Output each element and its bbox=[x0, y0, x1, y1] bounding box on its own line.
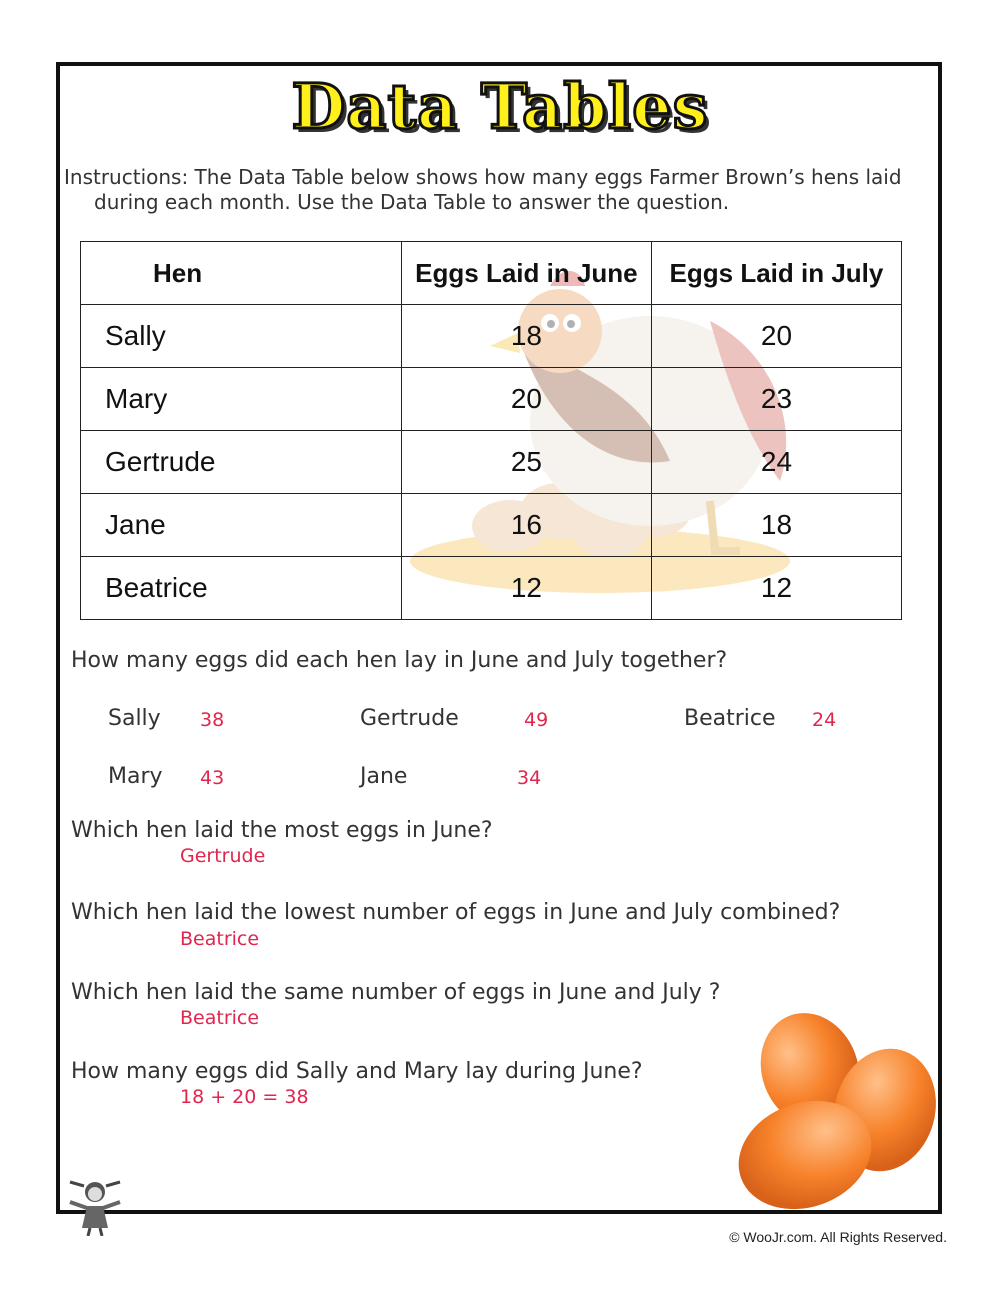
answer-4: Beatrice bbox=[180, 1007, 260, 1029]
hen-name: Jane bbox=[81, 494, 402, 557]
header-hen: Hen bbox=[81, 242, 402, 305]
june-value: 20 bbox=[401, 368, 651, 431]
july-value: 24 bbox=[651, 431, 901, 494]
june-value: 12 bbox=[401, 557, 651, 620]
total-answer-beatrice: 24 bbox=[812, 709, 837, 731]
total-answer-mary: 43 bbox=[200, 767, 225, 789]
question-3: Which hen laid the lowest number of eggs in June and July combined? bbox=[71, 900, 841, 925]
answer-5: 18 + 20 = 38 bbox=[180, 1086, 309, 1108]
hen-name: Gertrude bbox=[81, 431, 402, 494]
total-name-mary: Mary bbox=[108, 764, 163, 789]
june-value: 16 bbox=[401, 494, 651, 557]
table-row bbox=[81, 557, 902, 620]
question-1: How many eggs did each hen lay in June and July together? bbox=[71, 648, 728, 673]
table-row bbox=[81, 305, 902, 368]
total-answer-jane: 34 bbox=[517, 767, 542, 789]
header-july: Eggs Laid in July bbox=[651, 242, 901, 305]
total-answer-gertrude: 49 bbox=[524, 709, 549, 731]
page-title: Data Tables bbox=[291, 70, 709, 143]
june-value: 25 bbox=[401, 431, 651, 494]
hen-name: Mary bbox=[81, 368, 402, 431]
girl-mascot-icon bbox=[62, 1176, 128, 1236]
copyright-notice: © WooJr.com. All Rights Reserved. bbox=[729, 1229, 947, 1245]
answer-3: Beatrice bbox=[180, 928, 260, 950]
question-2: Which hen laid the most eggs in June? bbox=[71, 818, 493, 843]
answer-2: Gertrude bbox=[180, 845, 266, 867]
july-value: 23 bbox=[651, 368, 901, 431]
question-5: How many eggs did Sally and Mary lay during June? bbox=[71, 1059, 643, 1084]
total-name-beatrice: Beatrice bbox=[684, 706, 776, 731]
hen-name: Beatrice bbox=[81, 557, 402, 620]
question-4: Which hen laid the same number of eggs in June and July ? bbox=[71, 980, 721, 1005]
july-value: 18 bbox=[651, 494, 901, 557]
june-value: 18 bbox=[401, 305, 651, 368]
table-row bbox=[81, 368, 902, 431]
hen-name: Sally bbox=[81, 305, 402, 368]
table-row bbox=[81, 431, 902, 494]
total-name-sally: Sally bbox=[108, 706, 161, 731]
eggs-data-table bbox=[80, 241, 902, 620]
instructions: Instructions: The Data Table below shows how many eggs Farmer Brown’s hens laid during each month. Use the Data Table to answer the question. bbox=[64, 165, 902, 214]
header-june: Eggs Laid in June bbox=[401, 242, 651, 305]
july-value: 20 bbox=[651, 305, 901, 368]
table-row bbox=[81, 494, 902, 557]
july-value: 12 bbox=[651, 557, 901, 620]
data-table-area bbox=[80, 241, 902, 602]
eggs-icon bbox=[725, 1010, 940, 1215]
total-answer-sally: 38 bbox=[200, 709, 225, 731]
total-name-gertrude: Gertrude bbox=[360, 706, 459, 731]
total-name-jane: Jane bbox=[360, 764, 408, 789]
table-header-row bbox=[81, 242, 902, 305]
